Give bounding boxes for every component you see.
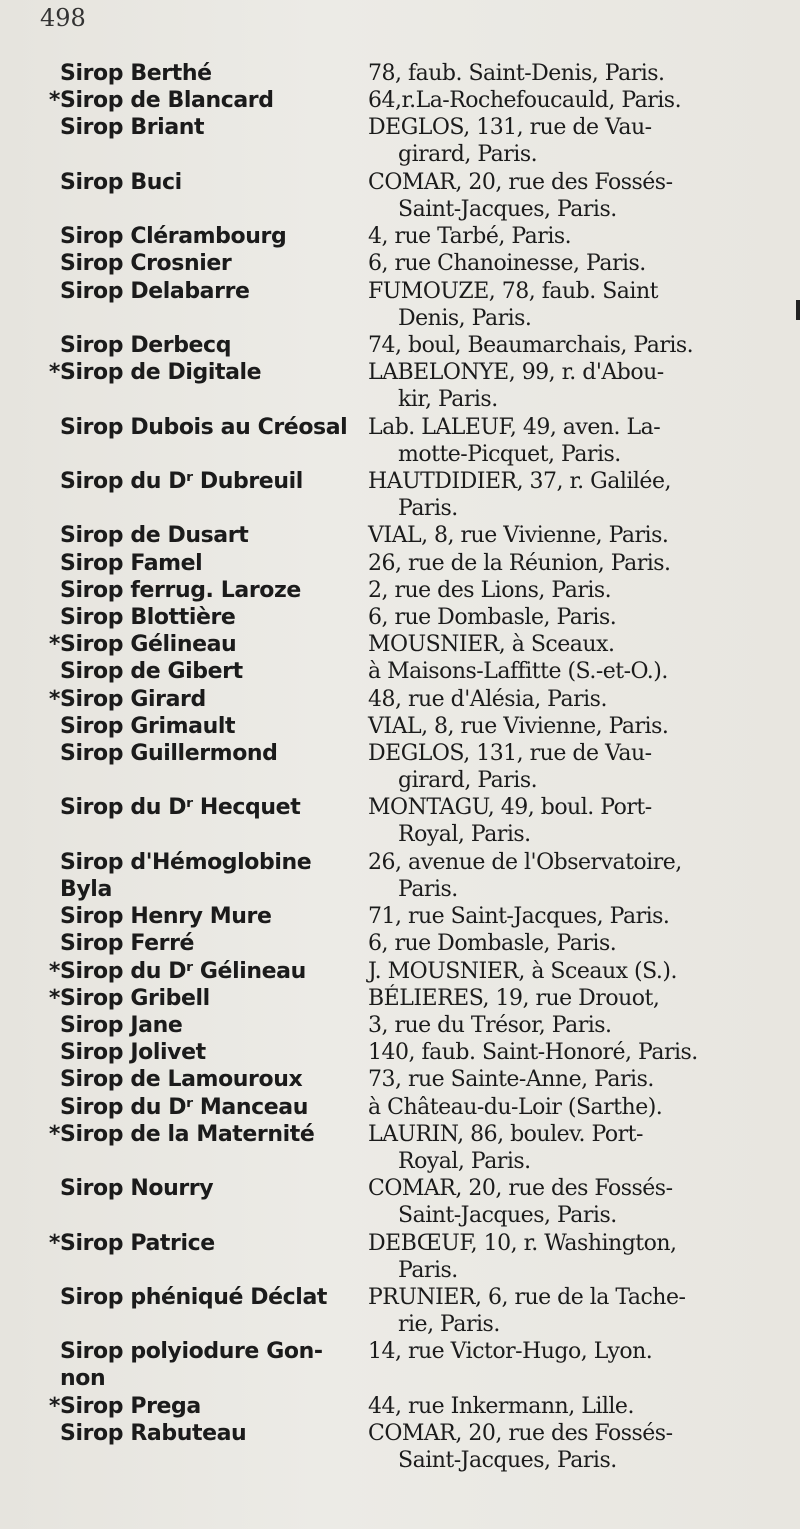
address-line: Lab. LALEUF, 49, aven. La-: [368, 414, 661, 440]
product-name-text: Sirop du Dʳ Manceau: [60, 1094, 308, 1120]
page-edge-mark: [796, 300, 800, 320]
supplier-address: [368, 686, 768, 713]
product-name: [40, 903, 360, 930]
product-name: [40, 1121, 360, 1148]
product-name: [40, 1012, 360, 1039]
supplier-address: [368, 550, 768, 577]
supplier-address: [368, 278, 768, 332]
supplier-address: [368, 985, 768, 1012]
address-line: 4, rue Tarbé, Paris.: [368, 224, 572, 250]
product-name-text: Sirop Delabarre: [60, 278, 250, 304]
address-line: 6, rue Dombasle, Paris.: [368, 931, 617, 957]
address-continuation: rie, Paris.: [398, 1312, 500, 1337]
product-name: [40, 278, 360, 305]
address-line: 74, boul, Beaumarchais, Paris.: [368, 333, 694, 358]
address-continuation: Saint-Jacques, Paris.: [398, 1448, 617, 1473]
product-name: [40, 930, 360, 957]
asterisk-marker: *: [48, 1230, 60, 1256]
product-name: [40, 1066, 360, 1093]
address-line: 3, rue du Trésor, Paris.: [368, 1013, 612, 1038]
address-continuation: Saint-Jacques, Paris.: [398, 1203, 617, 1229]
address-line: BÉLIERES, 19, rue Drouot,: [368, 985, 660, 1011]
asterisk-marker: *: [48, 958, 60, 984]
product-name: [40, 468, 360, 495]
product-name: [40, 332, 360, 359]
supplier-address: [368, 1094, 768, 1121]
supplier-address: [368, 468, 768, 522]
address-continuation: girard, Paris.: [398, 142, 538, 168]
address-line: VIAL, 8, rue Vivienne, Paris.: [368, 713, 669, 739]
product-name: [40, 1338, 360, 1392]
product-name-text: Sirop ferrug. Laroze: [60, 577, 301, 603]
supplier-address: [368, 631, 768, 658]
supplier-address: [368, 658, 768, 685]
product-name: [40, 849, 360, 903]
address-line: 26, rue de la Réunion, Paris.: [368, 550, 671, 576]
supplier-address: [368, 60, 768, 87]
asterisk-marker: *: [48, 632, 60, 658]
product-name-text: Sirop de Lamouroux: [60, 1067, 303, 1093]
product-name-text: Sirop Jolivet: [60, 1040, 206, 1066]
product-name-text: Sirop Gélineau: [60, 632, 237, 658]
address-line: 78, faub. Saint-Denis, Paris.: [368, 61, 665, 86]
address-line: 73, rue Sainte-Anne, Paris.: [368, 1067, 654, 1093]
supplier-address: [368, 1012, 768, 1039]
address-line: 2, rue des Lions, Paris.: [368, 577, 612, 603]
address-line: à Maisons-Laffitte (S.-et-O.).: [368, 659, 668, 685]
address-continuation: Royal, Paris.: [398, 822, 531, 848]
supplier-address: [368, 794, 768, 848]
product-name: [40, 359, 360, 386]
product-name-text: Sirop Famel: [60, 550, 203, 576]
address-continuation: Paris.: [398, 1257, 458, 1283]
address-line: LAURIN, 86, boulev. Port-: [368, 1121, 643, 1147]
product-name: [40, 686, 360, 713]
product-name-text: Sirop Jane: [60, 1013, 183, 1038]
product-name-text: Sirop phéniqué Déclat: [60, 1285, 328, 1310]
supplier-address: [368, 87, 768, 114]
address-continuation: Saint-Jacques, Paris.: [398, 196, 617, 222]
address-line: 71, rue Saint-Jacques, Paris.: [368, 904, 670, 930]
supplier-address: [368, 903, 768, 930]
product-name-text: Sirop Henry Mure: [60, 904, 272, 930]
supplier-address: [368, 169, 768, 223]
asterisk-marker: *: [48, 985, 60, 1011]
product-name-text: Sirop de Blancard: [60, 88, 274, 114]
address-continuation: motte-Picquet, Paris.: [398, 441, 621, 467]
supplier-address: [368, 522, 768, 549]
product-name-text: Sirop Rabuteau: [60, 1421, 247, 1446]
address-line: 140, faub. Saint-Honoré, Paris.: [368, 1040, 698, 1066]
product-name: [40, 658, 360, 685]
address-line: J. MOUSNIER, à Sceaux (S.).: [368, 958, 677, 984]
address-line: 64,r.La-Rochefoucauld, Paris.: [368, 88, 682, 114]
product-name-text: Sirop de Dusart: [60, 523, 249, 549]
product-name-text: Sirop Nourry: [60, 1176, 214, 1202]
address-line: 44, rue Inkermann, Lille.: [368, 1393, 634, 1419]
address-line: DEBŒUF, 10, r. Washington,: [368, 1230, 677, 1256]
address-line: 26, avenue de l'Observatoire,: [368, 849, 682, 875]
address-line: DEGLOS, 131, rue de Vau-: [368, 115, 652, 141]
supplier-address: [368, 1066, 768, 1093]
product-name-text: Sirop Buci: [60, 169, 182, 195]
address-line: VIAL, 8, rue Vivienne, Paris.: [368, 523, 669, 549]
address-line: DEGLOS, 131, rue de Vau-: [368, 741, 652, 766]
product-name-text: Sirop d'Hémoglobine Byla: [60, 849, 312, 902]
product-name-text: Sirop de la Maternité: [60, 1121, 315, 1147]
product-name: [40, 794, 360, 821]
product-name: [40, 1230, 360, 1257]
product-name: [40, 631, 360, 658]
supplier-address: [368, 1121, 768, 1175]
address-line: FUMOUZE, 78, faub. Saint: [368, 278, 658, 304]
address-line: 6, rue Dombasle, Paris.: [368, 605, 617, 630]
supplier-address: [368, 1393, 768, 1420]
product-name-text: Sirop du Dʳ Gélineau: [60, 958, 306, 984]
product-name: [40, 550, 360, 577]
supplier-address: [368, 332, 768, 359]
product-name-text: Sirop Berthé: [60, 61, 212, 86]
product-name: [40, 1393, 360, 1420]
product-name-text: Sirop Clérambourg: [60, 224, 287, 250]
product-name: [40, 1175, 360, 1202]
product-name-text: Sirop Guillermond: [60, 741, 278, 766]
asterisk-marker: *: [48, 1393, 60, 1419]
product-name-text: Sirop Girard: [60, 686, 206, 712]
product-name: [40, 522, 360, 549]
product-name-text: Sirop Derbecq: [60, 333, 232, 358]
address-line: MONTAGU, 49, boul. Port-: [368, 795, 652, 821]
supplier-address: [368, 577, 768, 604]
supplier-address: [368, 1284, 768, 1338]
product-name: [40, 1094, 360, 1121]
address-line: 48, rue d'Alésia, Paris.: [368, 686, 607, 712]
product-name: [40, 713, 360, 740]
supplier-address: [368, 1338, 768, 1365]
product-name: [40, 1284, 360, 1311]
address-continuation: Royal, Paris.: [398, 1148, 531, 1174]
supplier-address: [368, 1039, 768, 1066]
address-line: 6, rue Chanoinesse, Paris.: [368, 251, 646, 277]
supplier-address: [368, 713, 768, 740]
address-line: MOUSNIER, à Sceaux.: [368, 632, 615, 658]
supplier-address: [368, 114, 768, 168]
asterisk-marker: *: [48, 360, 60, 386]
supplier-address: [368, 223, 768, 250]
product-name-text: Sirop Patrice: [60, 1230, 215, 1256]
supplier-address: [368, 930, 768, 957]
product-name: [40, 87, 360, 114]
product-name: [40, 958, 360, 985]
product-name-text: Sirop polyiodure Gon- non: [60, 1339, 323, 1392]
asterisk-marker: *: [48, 686, 60, 712]
address-continuation: girard, Paris.: [398, 768, 538, 793]
product-name-text: Sirop de Gibert: [60, 659, 243, 685]
supplier-address: [368, 604, 768, 631]
product-name-text: Sirop Briant: [60, 115, 205, 141]
address-continuation: Paris.: [398, 876, 458, 902]
product-name: [40, 1420, 360, 1447]
supplier-address: [368, 1230, 768, 1284]
address-line: COMAR, 20, rue des Fossés-: [368, 1421, 673, 1446]
product-name: [40, 114, 360, 141]
address-line: à Château-du-Loir (Sarthe).: [368, 1094, 663, 1120]
product-name-text: Sirop Prega: [60, 1393, 201, 1419]
supplier-address: [368, 958, 768, 985]
product-name: [40, 604, 360, 631]
address-line: COMAR, 20, rue des Fossés-: [368, 1176, 673, 1202]
product-name-text: Sirop Crosnier: [60, 251, 232, 277]
product-name-text: Sirop Dubois au Créosal: [60, 414, 348, 440]
product-name-text: Sirop Gribell: [60, 985, 210, 1011]
product-name-text: Sirop du Dʳ Hecquet: [60, 795, 301, 821]
page-number: 498: [40, 4, 86, 32]
product-name: [40, 169, 360, 196]
product-name: [40, 60, 360, 87]
product-name: [40, 250, 360, 277]
address-line: COMAR, 20, rue des Fossés-: [368, 169, 673, 195]
asterisk-marker: *: [48, 1121, 60, 1147]
product-name-text: Sirop Grimault: [60, 713, 236, 739]
address-line: PRUNIER, 6, rue de la Tache-: [368, 1285, 686, 1310]
product-name: [40, 223, 360, 250]
supplier-address: [368, 849, 768, 903]
address-line: HAUTDIDIER, 37, r. Galilée,: [368, 469, 671, 494]
product-name-text: Sirop du Dʳ Dubreuil: [60, 469, 303, 494]
address-line: 14, rue Victor-Hugo, Lyon.: [368, 1339, 653, 1365]
address-continuation: Paris.: [398, 496, 458, 521]
product-name-text: Sirop Ferré: [60, 931, 195, 957]
supplier-address: [368, 359, 768, 413]
product-name: [40, 577, 360, 604]
address-line: LABELONYE, 99, r. d'Abou-: [368, 360, 664, 386]
product-name: [40, 740, 360, 767]
product-name: [40, 985, 360, 1012]
product-name: [40, 1039, 360, 1066]
supplier-address: [368, 1420, 768, 1474]
address-continuation: Denis, Paris.: [398, 305, 532, 331]
address-continuation: kir, Paris.: [398, 387, 498, 413]
supplier-address: [368, 414, 768, 468]
supplier-address: [368, 250, 768, 277]
supplier-address: [368, 740, 768, 794]
product-name-text: Sirop Blottière: [60, 605, 236, 630]
supplier-address: [368, 1175, 768, 1229]
product-name-text: Sirop de Digitale: [60, 360, 262, 386]
product-name: [40, 414, 360, 441]
asterisk-marker: *: [48, 88, 60, 114]
